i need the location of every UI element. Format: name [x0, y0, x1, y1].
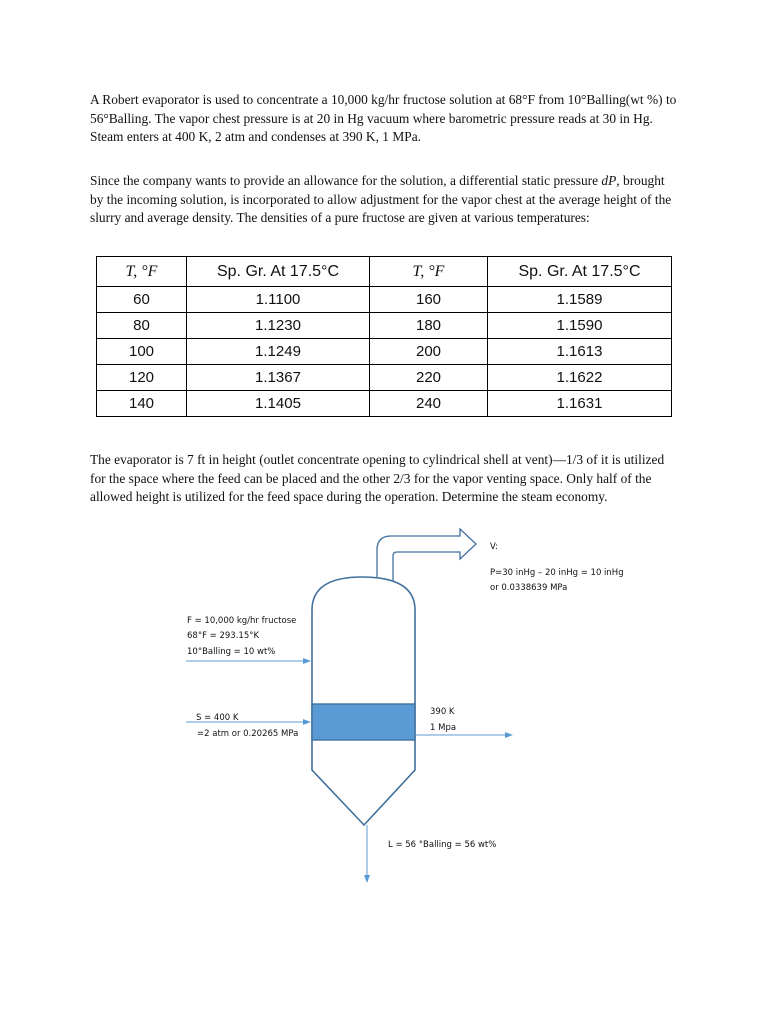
table-cell: 160	[370, 287, 488, 313]
table-cell: 100	[97, 339, 187, 365]
table-cell: 220	[370, 365, 488, 391]
table-cell: 1.1405	[187, 391, 370, 417]
table-cell: 1.1613	[488, 339, 672, 365]
table-cell: 1.1622	[488, 365, 672, 391]
table-cell: 60	[97, 287, 187, 313]
steam-temperature-label: S = 400 K	[196, 713, 239, 723]
table-cell: 1.1249	[187, 339, 370, 365]
table-header: Sp. Gr. At 17.5°C	[488, 257, 672, 287]
specific-gravity-table	[96, 256, 672, 417]
table-row	[97, 365, 672, 391]
vapor-outlet-arrow	[377, 529, 476, 582]
vapor-label: V:	[490, 542, 498, 552]
static-pressure-text-b: , brought by the incoming solution, is incorporated to allow adjustment for the vapor chest at the average height of the slurry and average density. The densities of a pure fructose are given at various temperatures:	[90, 173, 672, 225]
table-cell: 180	[370, 313, 488, 339]
condensate-temperature-label: 390 K	[430, 707, 455, 717]
vapor-pressure-label: P=30 inHg – 20 inHg = 10 inHg	[490, 568, 624, 578]
liquid-product-label: L = 56 °Balling = 56 wt%	[388, 840, 497, 850]
table-cell: 80	[97, 313, 187, 339]
feed-temperature-label: 68°F = 293.15°K	[187, 631, 260, 641]
table-cell: 140	[97, 391, 187, 417]
evaporator-vessel	[312, 577, 415, 825]
table-row	[97, 287, 672, 313]
table-header-row	[97, 257, 672, 287]
table-row	[97, 339, 672, 365]
evaporator-diagram	[0, 520, 768, 900]
evaporator-description-paragraph: The evaporator is 7 ft in height (outlet concentrate opening to cylindrical shell at vent)—1/3 of it is utilized for the space where the feed can be placed and the other 2/3 for the vapor venting space. Only half of the allowed height is utilized for the feed space during the operation. Determine the steam economy.	[90, 452, 665, 504]
liquid-product-arrow	[364, 825, 370, 883]
table-header: T, °F	[97, 257, 187, 287]
feed-concentration-label: 10°Balling = 10 wt%	[187, 647, 276, 657]
table-header: T, °F	[370, 257, 488, 287]
problem-statement-paragraph: A Robert evaporator is used to concentrate a 10,000 kg/hr fructose solution at 68°F from 10°Balling(wt %) to 56°Balling. The vapor chest pressure is at 20 in Hg vacuum where barometric pressure reads at 30 in Hg. Steam enters at 400 K, 2 atm and condenses at 390 K, 1 MPa.	[90, 92, 677, 144]
table-header: Sp. Gr. At 17.5°C	[187, 257, 370, 287]
table-cell: 1.1367	[187, 365, 370, 391]
static-pressure-paragraph	[90, 172, 680, 228]
table-cell: 200	[370, 339, 488, 365]
table-cell: 240	[370, 391, 488, 417]
table-cell: 1.1230	[187, 313, 370, 339]
dp-symbol: dP	[601, 173, 617, 188]
condensate-pressure-label: 1 Mpa	[430, 723, 457, 733]
table-cell: 1.1631	[488, 391, 672, 417]
table-row	[97, 313, 672, 339]
feed-arrow	[186, 658, 311, 664]
steam-pressure-label: =2 atm or 0.20265 MPa	[197, 729, 299, 739]
table-cell: 1.1590	[488, 313, 672, 339]
vapor-pressure-mpa-label: or 0.0338639 MPa	[490, 583, 568, 593]
table-row	[97, 391, 672, 417]
table-cell: 120	[97, 365, 187, 391]
steam-chest	[312, 704, 415, 740]
table-cell: 1.1100	[187, 287, 370, 313]
feed-rate-label: F = 10,000 kg/hr fructose	[187, 616, 297, 626]
table-cell: 1.1589	[488, 287, 672, 313]
static-pressure-text-a: Since the company wants to provide an allowance for the solution, a differential static pressure	[90, 173, 602, 188]
